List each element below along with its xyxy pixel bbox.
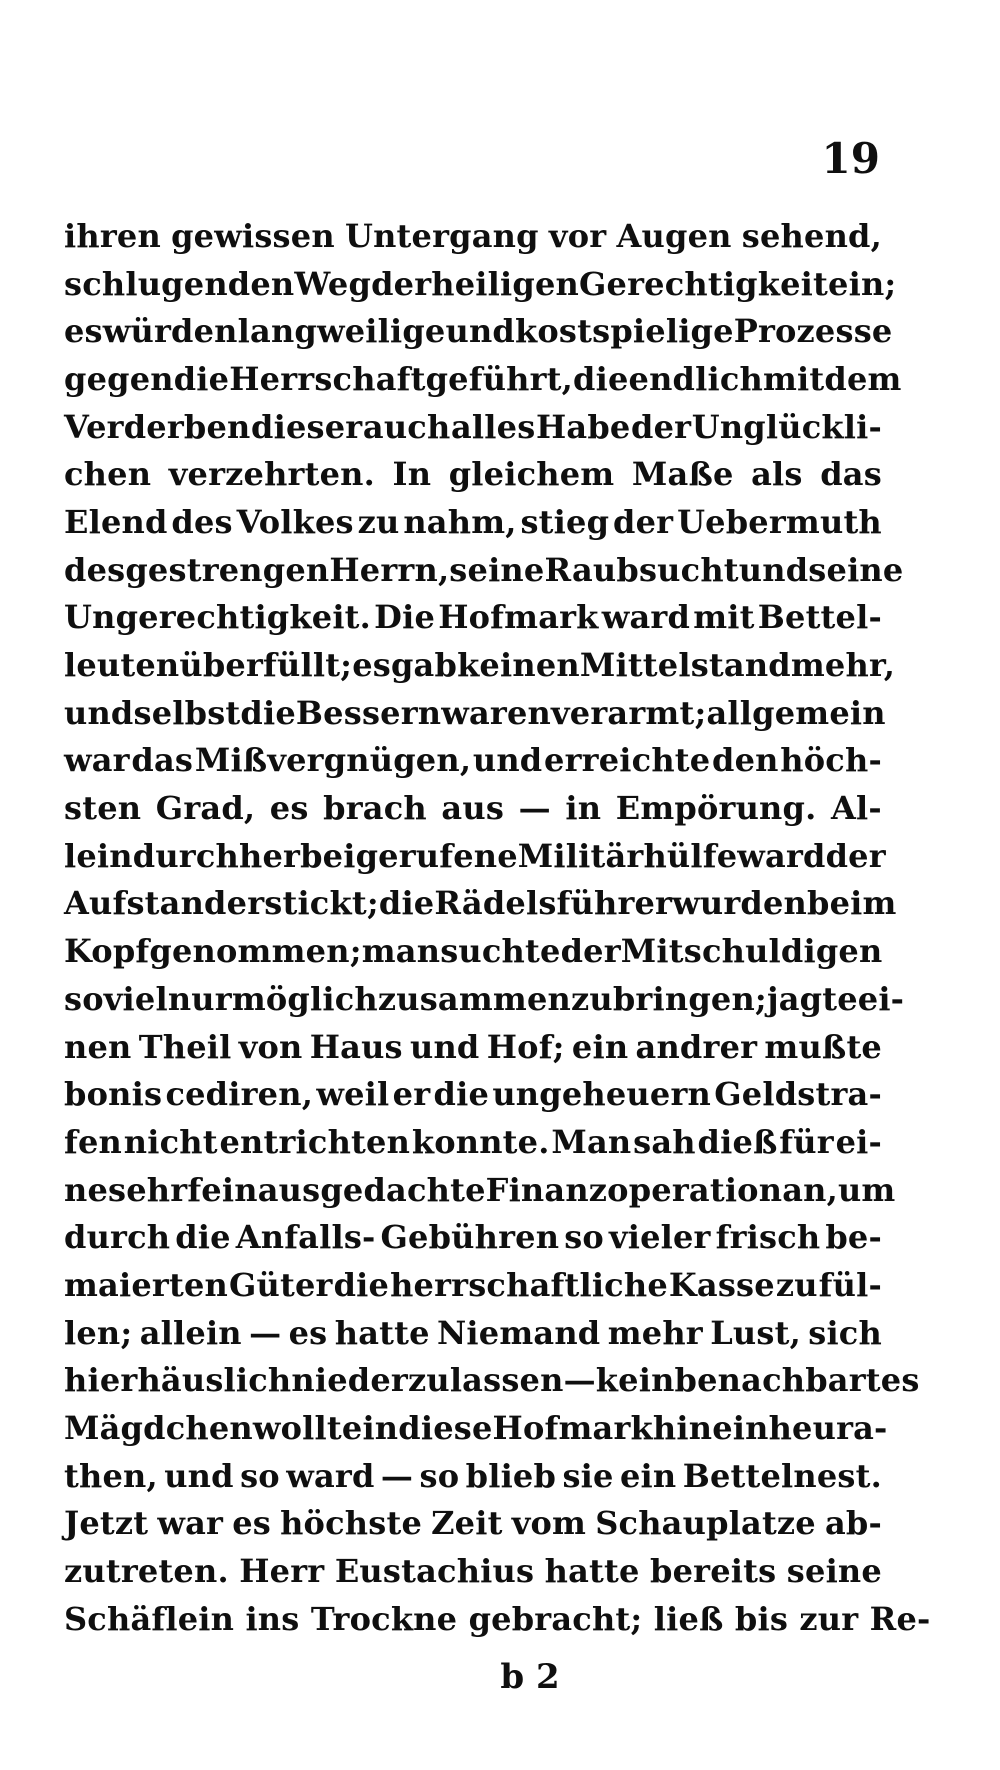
word: selbst [133,693,241,732]
word: durch [132,836,239,875]
word: wollte [252,1409,363,1448]
text-line-19 [64,1070,882,1118]
word: Geldstra- [714,1075,882,1114]
word: konnte. [411,1122,550,1161]
word: man [361,932,441,971]
word: die [378,884,435,923]
text-line-22 [64,1213,882,1261]
word: Untergang [344,216,539,255]
word: mit [693,598,755,637]
word: so [240,1456,280,1495]
word: der [371,264,432,303]
word: cediren, [165,1075,314,1114]
word: Schauplatze [595,1504,816,1543]
word: Eustachius [334,1552,535,1591]
word: suchte [440,932,561,971]
word: Hofmark [492,1409,653,1448]
text-line-20 [64,1118,882,1166]
word: höch- [780,741,882,780]
text-line-11 [64,689,886,737]
word: Hof; [486,1027,565,1066]
word: wurden [672,884,807,923]
word: zutreten. [64,1552,229,1591]
word: ungeheuern [492,1075,711,1114]
word: Theil [138,1027,232,1066]
page-number: 19 [821,134,880,183]
word: ins [245,1599,300,1638]
word: ein; [828,264,897,303]
word: be- [825,1218,882,1257]
word: allgemein [706,693,886,732]
word: ein [619,1456,677,1495]
word: Militärhülfe [517,836,738,875]
word: gegen [64,359,174,398]
word: in [565,789,602,828]
text-line-6 [64,450,882,498]
word: höchste [280,1504,423,1543]
word: und [445,312,516,351]
word: Bessern [295,693,442,732]
word: es [352,646,391,685]
word: blieb [465,1456,557,1495]
word: seine [808,550,904,589]
word: Bettel- [757,598,882,637]
text-line-3 [64,307,893,355]
word: Herrschaft [229,359,426,398]
word: und [64,693,134,732]
word: es [232,1504,271,1543]
word: Volkes [236,502,354,541]
word: Empörung. [615,789,817,828]
word: niederzulassen [291,1361,564,1400]
word: gestrengen [125,550,330,589]
word: der [560,932,621,971]
word: dieser [251,407,363,446]
word: Schäflein [64,1599,235,1638]
word: und [472,741,543,780]
word: chen [64,455,152,494]
word: Anfalls- [235,1218,376,1257]
word: frisch [715,1218,821,1257]
text-line-8 [64,546,904,594]
word: den [712,741,779,780]
word: keinen [457,646,580,685]
word: Uebermuth [677,502,882,541]
word: — [249,1313,282,1352]
word: herbei [239,836,356,875]
word: Man [551,1122,632,1161]
word: leuten [64,646,180,685]
word: nicht [123,1122,218,1161]
word: sich [808,1313,882,1352]
word: seine [786,1552,882,1591]
word: die [175,1218,231,1257]
word: Elend [64,502,168,541]
word: Die [374,598,436,637]
word: des [171,502,233,541]
word: vieler [608,1218,711,1257]
word: verarmt; [551,693,707,732]
word: ließ [653,1599,724,1638]
word: stieg [520,502,610,541]
word: zu [775,1265,818,1304]
word: erstickt; [226,884,379,923]
word: mehr, [790,646,896,685]
word: hineinheura- [652,1409,888,1448]
word: hatte [334,1313,430,1352]
word: die [240,693,296,732]
word: die [333,1265,390,1304]
text-line-4 [64,355,902,403]
word: alles [451,407,536,446]
text-line-27 [64,1452,882,1500]
word: überfüllt; [179,646,353,685]
word: Prozesse [733,312,893,351]
text-line-13 [64,784,882,832]
word: Trockne [310,1599,458,1638]
word: Aufstand [64,884,227,923]
word: es [64,312,103,351]
word: zusammen [377,979,572,1018]
word: Augen [616,216,732,255]
word: Al- [831,789,882,828]
word: Habe [535,407,631,446]
word: war [157,1504,224,1543]
word: sten [64,789,142,828]
word: das [131,741,194,780]
text-line-12 [64,737,882,785]
text-line-5 [64,403,882,451]
word: der [613,502,674,541]
word: Raubsucht [544,550,739,589]
word: Grad, [155,789,256,828]
word: Haus [309,1027,403,1066]
word: schlugen [64,264,228,303]
word: an, [782,1170,838,1209]
word: Herr [239,1552,325,1591]
word: bis [734,1599,789,1638]
word: vor [548,216,607,255]
word: verzehrten. [168,455,375,494]
word: mußte [764,1027,882,1066]
word: Kopf [64,932,150,971]
word: aus [441,789,505,828]
word: Zeit [431,1504,503,1543]
word: — [380,1456,414,1495]
word: beim [807,884,897,923]
word: len; [64,1313,133,1352]
text-line-24 [64,1309,882,1357]
word: und [738,550,809,589]
word: die [173,359,230,398]
word: — [563,1361,596,1400]
text-line-18 [64,1023,882,1071]
word: dieß [697,1122,778,1161]
word: kostspielige [515,312,734,351]
word: dem [824,359,902,398]
word: lein [64,836,133,875]
text-line-30 [64,1595,931,1643]
word: endlich [628,359,763,398]
word: auch [362,407,451,446]
word: andrer [635,1027,758,1066]
word: langweilige [237,312,446,351]
word: entrichten [219,1122,411,1161]
word: der [825,836,886,875]
word: hatte [544,1552,640,1591]
word: Hofmark [438,598,599,637]
word: In [392,455,432,494]
word: fül- [818,1265,882,1304]
word: benachbartes [674,1361,920,1400]
word: brach [323,789,427,828]
word: ei- [835,1122,882,1161]
word: fein [187,1170,258,1209]
word: ei- [857,979,905,1018]
word: mit [762,359,825,398]
word: heiligen [431,264,579,303]
word: zu [571,979,613,1018]
word: bringen; [612,979,767,1018]
word: Jetzt [64,1504,149,1543]
word: fen [64,1122,122,1161]
text-line-17 [64,975,905,1023]
word: ward [286,1456,375,1495]
word: durch [64,1218,171,1257]
word: das [820,455,882,494]
word: zu [357,502,400,541]
word: Herrn, [329,550,450,589]
word: gebracht; [468,1599,643,1638]
word: des [64,550,126,589]
word: die [573,359,629,398]
word: ihren [64,216,161,255]
text-line-26 [64,1404,888,1452]
word: diese [398,1409,493,1448]
word: er [392,1075,431,1114]
word: nen [64,1027,132,1066]
word: Rädelsführer [434,884,673,923]
word: zur [799,1599,859,1638]
word: gewissen [171,216,335,255]
text-line-23 [64,1261,882,1309]
word: gab [390,646,458,685]
text-line-21 [64,1166,896,1214]
word: nahm, [403,502,517,541]
word: maierten [64,1265,228,1304]
word: gerufene [355,836,518,875]
word: Re- [869,1599,931,1638]
word: und [410,1027,480,1066]
text-line-2 [64,260,897,308]
word: war [64,741,130,780]
word: häuslich [137,1361,292,1400]
word: erreichte [544,741,711,780]
text-line-10 [64,641,896,689]
word: soviel [64,979,168,1018]
word: Weg [294,264,372,303]
body-text [64,212,931,1643]
text-line-28 [64,1500,882,1548]
word: Finanzoperation [485,1170,783,1209]
word: den [227,264,295,303]
word: waren [441,693,552,732]
word: die [433,1075,490,1114]
word: sah [633,1122,696,1161]
word: der [631,407,692,446]
word: ward [737,836,826,875]
word: Ungerechtigkeit. [64,598,371,637]
word: Gerechtigkeit [578,264,829,303]
word: sehr [108,1170,188,1209]
word: Unglückli- [691,407,882,446]
word: sie [562,1456,614,1495]
text-line-29 [64,1547,882,1595]
word: möglich [231,979,378,1018]
text-line-15 [64,880,897,928]
word: für [779,1122,834,1161]
word: es [269,789,309,828]
word: als [751,455,803,494]
word: würden [102,312,238,351]
word: so [419,1456,460,1495]
word: Güter [228,1265,333,1304]
word: vom [511,1504,587,1543]
text-line-14 [64,832,886,880]
text-line-9 [64,594,882,642]
word: Verderben [64,407,251,446]
word: Niemand [436,1313,601,1352]
word: von [238,1027,303,1066]
word: Mitschuldigen [620,932,883,971]
word: ein [571,1027,629,1066]
text-line-16 [64,927,882,975]
word: Kasse [668,1265,775,1304]
word: in [362,1409,399,1448]
word: Bettelnest. [682,1456,882,1495]
word: jagte [766,979,858,1018]
text-line-7 [64,498,882,546]
word: bereits [650,1552,777,1591]
word: es [288,1313,328,1352]
word: ausgedachte [257,1170,486,1209]
word: so [564,1218,604,1257]
word: geführt, [425,359,574,398]
signature-mark: b 2 [500,1657,560,1697]
word: Maße [631,455,734,494]
word: allein [139,1313,242,1352]
word: kein [595,1361,675,1400]
word: sehend, [741,216,882,255]
word: ne [64,1170,109,1209]
text-line-25 [64,1357,920,1405]
word: then, [64,1456,158,1495]
word: um [837,1170,896,1209]
word: und [164,1456,234,1495]
word: Mißvergnügen, [194,741,472,780]
word: Mittelstand [579,646,791,685]
word: weil [316,1075,390,1114]
word: herrschaftliche [390,1265,668,1304]
word: ward [601,598,691,637]
word: bonis [64,1075,163,1114]
word: seine [449,550,545,589]
word: — [518,789,551,828]
word: genommen; [149,932,362,971]
word: nur [167,979,232,1018]
word: gleichem [448,455,615,494]
word: Mägdchen [64,1409,253,1448]
word: Gebühren [380,1218,560,1257]
word: ab- [824,1504,882,1543]
word: hier [64,1361,138,1400]
word: mehr [607,1313,703,1352]
text-line-1 [64,212,882,260]
word: Lust, [710,1313,801,1352]
